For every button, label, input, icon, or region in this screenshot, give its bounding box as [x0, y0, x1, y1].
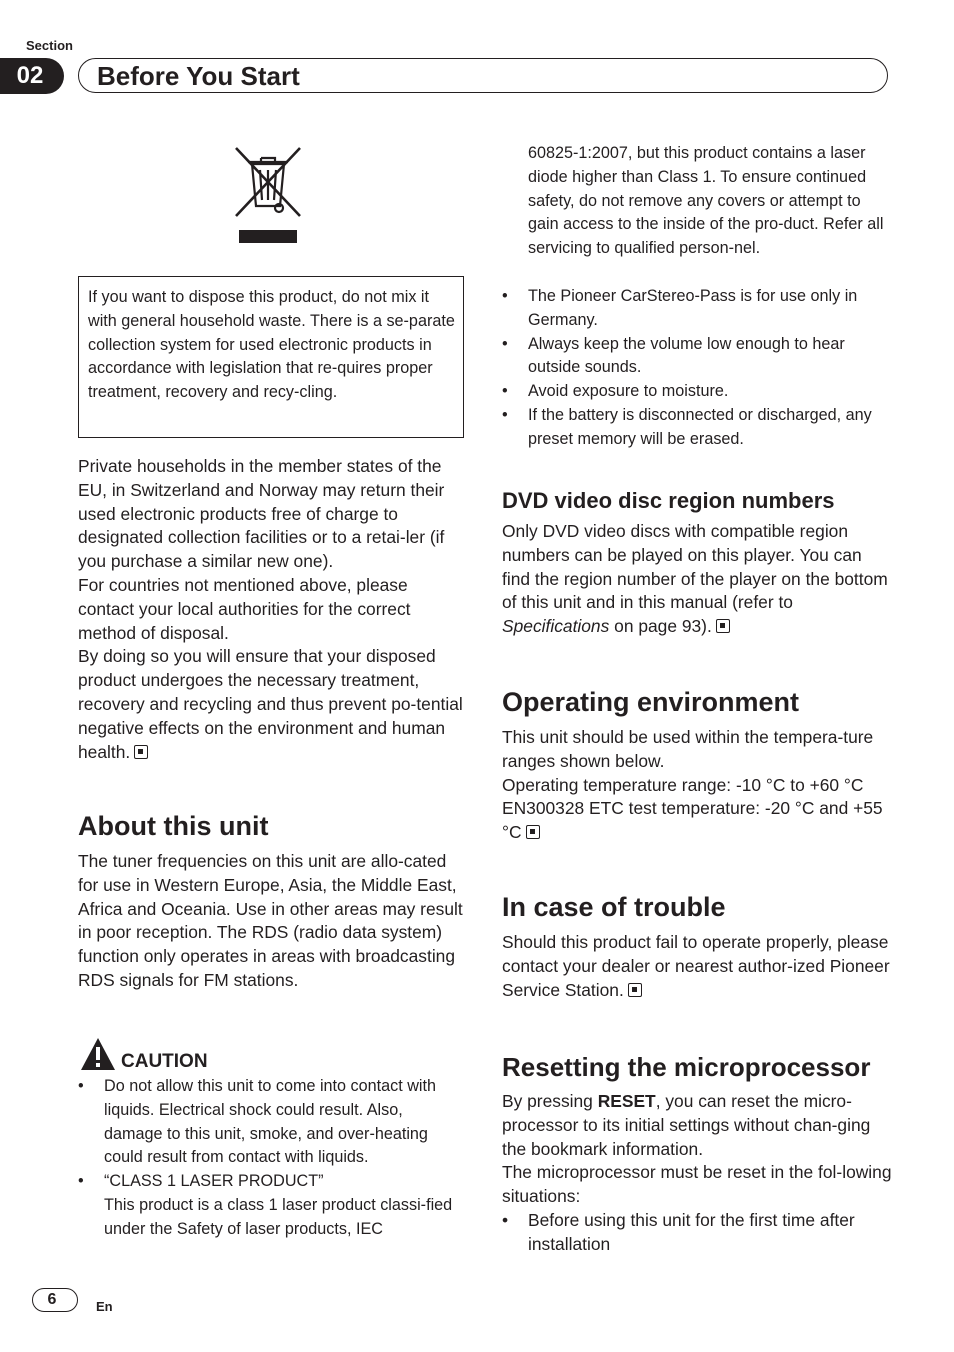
section-label: Section — [26, 38, 73, 53]
caution-laser-continuation: 60825-1:2007, but this product contains a laser diode higher than Class 1. To ensure continued safety, do not remove any covers or attempt to gain access to the inside of the pro-duct. Refer all servicing to qualified person-nel. — [528, 144, 884, 258]
heading-operating-environment: Operating environment — [502, 687, 800, 717]
end-of-section-icon — [628, 983, 642, 997]
trouble-body — [502, 931, 892, 1002]
disposal-paragraph — [78, 645, 466, 764]
caution-laser-text: This product is a class 1 laser product classi-fied under the Safety of laser products, IEC — [104, 1195, 453, 1238]
specifications-reference: Specifications — [502, 616, 610, 637]
about-unit-body: The tuner frequencies on this unit are allo-cated for use in Western Europe, Asia, the Middle East, Africa and Oceania. Use in other areas may result in poor reception. The RDS (radio data system) function only operates in areas with broadcasting RDS signals for FM stations. — [78, 851, 463, 990]
dvd-region-body — [502, 520, 892, 639]
operating-environment-intro: This unit should be used within the tempera-ture ranges shown below. — [502, 727, 874, 771]
disposal-notice-text: If you want to dispose this product, do not mix it with general household waste. There is a se-parate collection system for used electronic products in accordance with legislation that re-quires proper treatment, recovery and recy-cling. — [88, 288, 455, 402]
list-item: • Always keep the volume low enough to hear outside sounds. — [502, 333, 892, 381]
reset-body — [502, 1090, 892, 1257]
list-item: • Avoid exposure to moisture. — [502, 380, 892, 404]
section-number-badge: 02 — [0, 58, 64, 94]
end-of-section-icon — [716, 619, 730, 633]
reset-paragraph — [502, 1090, 892, 1161]
list-item: • If the battery is disconnected or discharged, any preset memory will be erased. — [502, 404, 892, 452]
operating-environment-body — [502, 726, 892, 845]
end-of-section-icon — [134, 745, 148, 759]
page-number: 6 — [32, 1288, 78, 1312]
list-item — [78, 1170, 464, 1241]
operating-temperature-range: Operating temperature range: -10 °C to +60 °C — [502, 774, 864, 795]
test-temperature — [502, 797, 892, 845]
caution-laser-title: • “CLASS 1 LASER PRODUCT” — [104, 1172, 324, 1191]
page-title: Before You Start — [97, 61, 300, 91]
disposal-paragraph-text: By doing so you will ensure that your disposed product undergoes the necessary treatment, recovery and recycling and thus prevent po-tential negative effects on the environment and human health. — [78, 646, 463, 762]
reset-situations-intro: The microprocessor must be reset in the fol-lowing situations: — [502, 1162, 892, 1207]
heading-dvd-region: DVD video disc region numbers — [502, 488, 835, 513]
trouble-text: Should this product fail to operate properly, please contact your dealer or nearest author-ized Pioneer Service Station. — [502, 932, 890, 1000]
disposal-paragraph: Private households in the member states of the EU, in Switzerland and Norway may return their used electronic products free of charge to designated collection facilities or to a retai-ler (if you purchase a similar new one). — [78, 456, 445, 572]
reset-text: By pressing — [502, 1091, 598, 1111]
disposal-paragraphs — [78, 455, 466, 764]
heading-resetting-microprocessor: Resetting the microprocessor — [502, 1052, 871, 1082]
warning-triangle-icon — [80, 1037, 116, 1076]
dvd-region-text: Only DVD video discs with compatible region numbers can be played on this player. You can find the region number of the player on the bottom of this unit and in this manual (refer to — [502, 521, 888, 613]
language-label: En — [96, 1299, 113, 1314]
list-item: • The Pioneer CarStereo-Pass is for use only in Germany. — [502, 285, 892, 333]
list-item: • Before using this unit for the first time after installation — [502, 1209, 892, 1257]
reset-text-cont: , you can reset the micro-processor to its initial settings without chan-ging the bookmark information. — [502, 1091, 871, 1159]
heading-about-unit: About this unit — [78, 811, 269, 841]
end-of-section-icon — [526, 825, 540, 839]
test-temperature-text: EN300328 ETC test temperature: -20 °C and +55 °C — [502, 798, 883, 843]
dvd-region-page-ref: on page 93). — [609, 616, 712, 637]
caution-label: CAUTION — [121, 1051, 208, 1072]
disposal-paragraph: For countries not mentioned above, please contact your local authorities for the correct method of disposal. — [78, 574, 411, 643]
caution-list-left — [78, 1075, 464, 1242]
reset-key-label: RESET — [597, 1091, 656, 1111]
list-item: • Do not allow this unit to come into contact with liquids. Electrical shock could result. Also, damage to this unit, smoke, and over-heating could result from contact with liquids. — [78, 1075, 464, 1170]
heading-in-case-of-trouble: In case of trouble — [502, 892, 726, 922]
crossed-out-wheelie-bin-icon — [230, 144, 306, 251]
caution-list-right — [502, 285, 892, 452]
